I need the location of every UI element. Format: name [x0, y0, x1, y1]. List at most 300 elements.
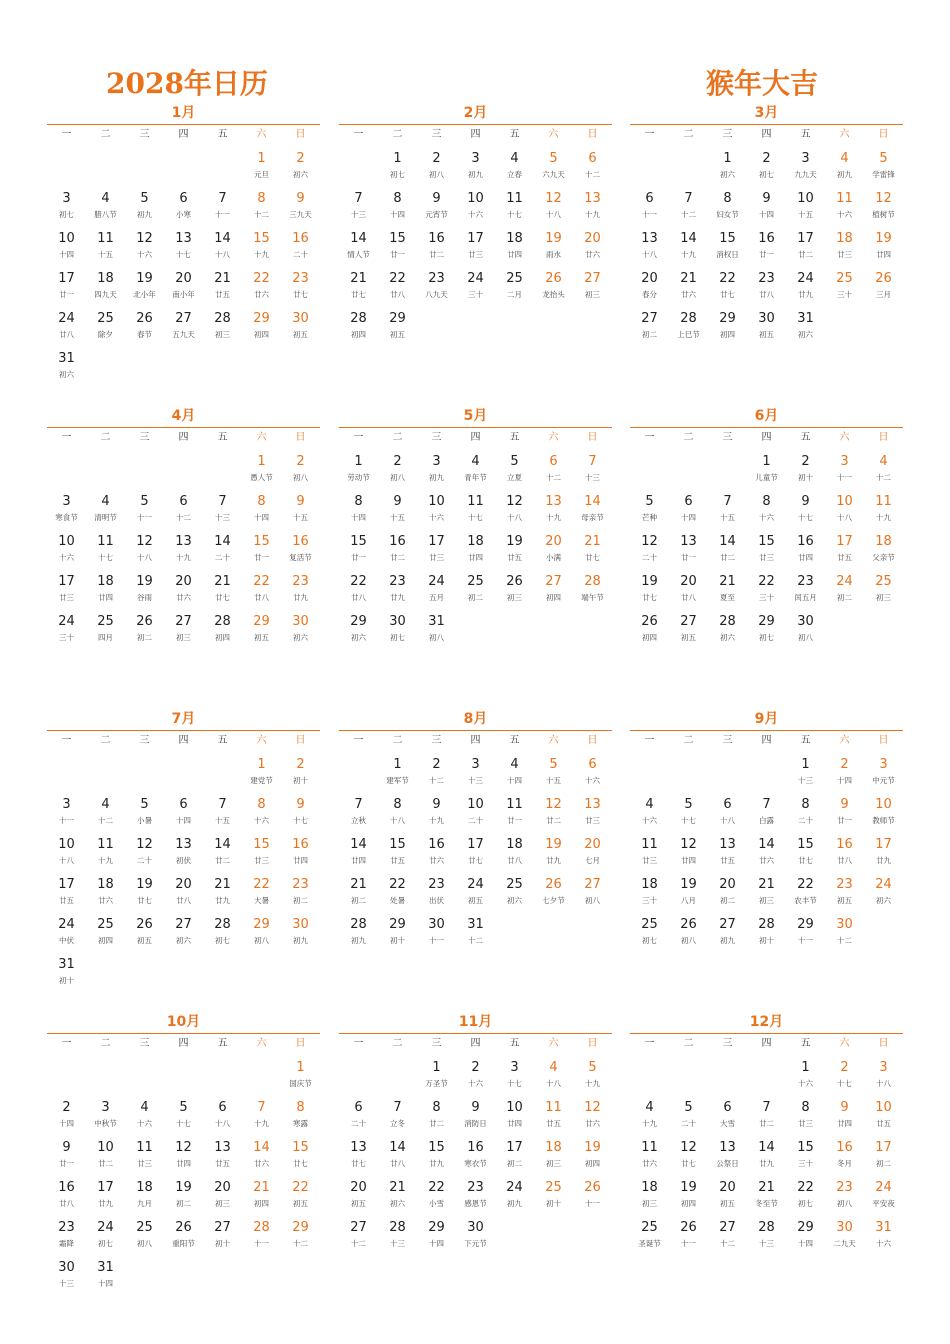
lunar-label: 初二 — [351, 896, 366, 905]
day-cell — [456, 573, 495, 613]
day-number: 20 — [719, 1180, 736, 1195]
lunar-label: 十一 — [59, 816, 74, 825]
lunar-label: 十九 — [429, 816, 444, 825]
day-cell — [630, 310, 669, 350]
day-cell — [47, 573, 86, 613]
lunar-label: 平安夜 — [872, 1199, 895, 1208]
month-name: 5月 — [463, 408, 488, 424]
day-number: 24 — [506, 1180, 523, 1195]
lunar-label: 十二 — [720, 1239, 735, 1248]
month-1 — [47, 104, 320, 394]
day-cell — [534, 876, 573, 916]
day-cell — [825, 150, 864, 190]
day-cell — [708, 1099, 747, 1139]
lunar-label: 初二 — [293, 896, 308, 905]
day-number: 5 — [549, 757, 558, 772]
month-name: 4月 — [171, 408, 196, 424]
weekday-header: 一 — [61, 735, 72, 746]
lunar-label: 十九 — [585, 1079, 600, 1088]
day-number: 8 — [354, 494, 363, 509]
day-number: 31 — [97, 1260, 114, 1275]
day-number: 21 — [389, 1180, 406, 1195]
day-cell — [630, 1099, 669, 1139]
day-number: 3 — [62, 494, 71, 509]
day-cell — [86, 310, 125, 350]
day-cell — [534, 230, 573, 270]
day-number: 6 — [645, 191, 654, 206]
weekday-header: 三 — [431, 129, 442, 140]
day-number: 16 — [836, 1140, 853, 1155]
day-cell — [339, 533, 378, 573]
weekday-header: 二 — [392, 1038, 403, 1049]
lunar-label: 廿七 — [642, 593, 657, 602]
month-divider — [339, 1033, 612, 1034]
day-number: 8 — [432, 1100, 441, 1115]
day-cell — [339, 270, 378, 310]
lunar-label: 初七 — [390, 633, 405, 642]
day-cell — [864, 230, 903, 270]
day-cell — [669, 190, 708, 230]
day-number: 7 — [684, 191, 693, 206]
day-number: 2 — [62, 1100, 71, 1115]
day-number: 20 — [350, 1180, 367, 1195]
day-cell — [86, 796, 125, 836]
day-number: 23 — [389, 574, 406, 589]
day-number: 19 — [875, 231, 892, 246]
lunar-label: 廿七 — [798, 856, 813, 865]
day-number: 4 — [645, 797, 654, 812]
day-cell — [125, 493, 164, 533]
day-cell — [630, 190, 669, 230]
day-number: 15 — [797, 1140, 814, 1155]
day-cell — [417, 613, 456, 653]
day-number: 15 — [719, 231, 736, 246]
day-number: 13 — [719, 837, 736, 852]
lunar-label: 初六 — [59, 370, 74, 379]
day-number: 12 — [641, 534, 658, 549]
lunar-label: 消权日 — [716, 250, 739, 259]
lunar-label: 十四 — [59, 250, 74, 259]
day-cell — [669, 613, 708, 653]
day-cell — [164, 230, 203, 270]
lunar-label: 十二 — [876, 473, 891, 482]
lunar-label: 廿六 — [254, 290, 269, 299]
day-cell — [786, 1099, 825, 1139]
lunar-label: 初三 — [585, 290, 600, 299]
lunar-label: 十七 — [798, 513, 813, 522]
lunar-label: 十六 — [468, 1079, 483, 1088]
lunar-label: 初五 — [254, 633, 269, 642]
weekday-header: 六 — [839, 1038, 850, 1049]
day-cell — [825, 1139, 864, 1179]
day-cell — [242, 756, 281, 796]
weekday-header: 一 — [61, 432, 72, 443]
lunar-label: 三十 — [798, 1159, 813, 1168]
day-number: 7 — [393, 1100, 402, 1115]
day-number: 28 — [719, 614, 736, 629]
day-number: 28 — [214, 917, 231, 932]
day-number: 27 — [175, 917, 192, 932]
day-number: 12 — [875, 191, 892, 206]
month-divider — [47, 1033, 320, 1034]
lunar-label: 十八 — [720, 816, 735, 825]
day-number: 30 — [292, 917, 309, 932]
day-number: 9 — [840, 797, 849, 812]
day-cell — [708, 150, 747, 190]
day-number: 10 — [506, 1100, 523, 1115]
day-number: 3 — [471, 151, 480, 166]
day-cell — [747, 1179, 786, 1219]
day-number: 17 — [58, 574, 75, 589]
day-cell — [47, 876, 86, 916]
day-cell — [495, 230, 534, 270]
day-number: 27 — [214, 1220, 231, 1235]
day-cell — [417, 270, 456, 310]
lunar-label: 十四 — [429, 1239, 444, 1248]
day-number: 8 — [257, 191, 266, 206]
lunar-label: 廿五 — [215, 290, 230, 299]
page-title: 2028年日历 — [106, 67, 268, 100]
day-number: 26 — [136, 614, 153, 629]
lunar-label: 廿八 — [390, 1159, 405, 1168]
day-number: 2 — [801, 454, 810, 469]
day-cell — [534, 1139, 573, 1179]
weekday-header: 六 — [839, 432, 850, 443]
day-number: 26 — [680, 1220, 697, 1235]
lunar-label: 十三 — [390, 1239, 405, 1248]
day-cell — [281, 613, 320, 653]
day-number: 13 — [350, 1140, 367, 1155]
day-cell — [825, 493, 864, 533]
day-cell — [417, 836, 456, 876]
day-cell — [281, 533, 320, 573]
weekday-header: 二 — [392, 432, 403, 443]
lunar-label: 芒种 — [642, 513, 657, 522]
day-number: 22 — [253, 271, 270, 286]
day-number: 6 — [588, 151, 597, 166]
day-cell — [339, 190, 378, 230]
day-cell — [378, 613, 417, 653]
day-cell — [242, 310, 281, 350]
day-number: 7 — [218, 191, 227, 206]
day-cell — [495, 150, 534, 190]
lunar-label: 十五 — [215, 816, 230, 825]
lunar-label: 公祭日 — [716, 1159, 739, 1168]
day-cell — [708, 310, 747, 350]
lunar-label: 廿五 — [59, 896, 74, 905]
day-number: 3 — [879, 1060, 888, 1075]
day-cell — [417, 150, 456, 190]
lunar-label: 初四 — [215, 633, 230, 642]
day-number: 21 — [758, 1180, 775, 1195]
lunar-label: 廿七 — [585, 553, 600, 562]
lunar-label: 廿四 — [507, 250, 522, 259]
weekday-header: 四 — [470, 735, 481, 746]
day-number: 23 — [428, 877, 445, 892]
day-number: 15 — [350, 534, 367, 549]
weekday-header: 五 — [217, 129, 228, 140]
lunar-label: 廿一 — [59, 290, 74, 299]
day-number: 11 — [136, 1140, 153, 1155]
day-number: 11 — [97, 837, 114, 852]
day-cell — [281, 876, 320, 916]
lunar-label: 十三 — [585, 473, 600, 482]
day-number: 14 — [214, 534, 231, 549]
day-number: 18 — [467, 534, 484, 549]
lunar-label: 十二 — [468, 936, 483, 945]
day-number: 8 — [762, 494, 771, 509]
day-cell — [47, 796, 86, 836]
day-number: 9 — [471, 1100, 480, 1115]
weekday-header: 日 — [878, 735, 889, 746]
month-3 — [630, 104, 903, 394]
day-cell — [378, 533, 417, 573]
lunar-label: 初七 — [59, 210, 74, 219]
day-number: 11 — [875, 494, 892, 509]
lunar-label: 廿八 — [59, 1199, 74, 1208]
weekday-header: 三 — [431, 1038, 442, 1049]
day-number: 25 — [641, 1220, 658, 1235]
lunar-label: 春节 — [137, 330, 152, 339]
day-number: 10 — [58, 837, 75, 852]
weekday-header: 日 — [878, 1038, 889, 1049]
weekday-header: 五 — [800, 129, 811, 140]
day-number: 24 — [97, 1220, 114, 1235]
lunar-label: 十四 — [390, 210, 405, 219]
day-cell — [456, 533, 495, 573]
day-number: 27 — [719, 917, 736, 932]
day-cell — [281, 150, 320, 190]
day-number: 24 — [467, 271, 484, 286]
day-number: 23 — [428, 271, 445, 286]
day-number: 2 — [840, 1060, 849, 1075]
day-number: 4 — [101, 797, 110, 812]
lunar-label: 十八 — [390, 816, 405, 825]
day-cell — [708, 1179, 747, 1219]
day-number: 8 — [723, 191, 732, 206]
day-cell — [864, 453, 903, 493]
day-cell — [747, 1219, 786, 1259]
lunar-label: 初十 — [293, 776, 308, 785]
lunar-label: 十二 — [546, 473, 561, 482]
lunar-label: 初七 — [642, 936, 657, 945]
day-cell — [339, 876, 378, 916]
day-number: 30 — [836, 917, 853, 932]
day-cell — [242, 1139, 281, 1179]
day-cell — [242, 573, 281, 613]
lunar-label: 十一 — [215, 210, 230, 219]
day-number: 9 — [393, 494, 402, 509]
day-number: 26 — [136, 311, 153, 326]
day-number: 10 — [875, 797, 892, 812]
lunar-label: 初九 — [507, 1199, 522, 1208]
day-cell — [125, 876, 164, 916]
day-cell — [417, 876, 456, 916]
lunar-label: 立春 — [507, 170, 522, 179]
lunar-label: 廿八 — [351, 593, 366, 602]
day-number: 21 — [214, 574, 231, 589]
lunar-label: 九月 — [137, 1199, 152, 1208]
day-number: 19 — [175, 1180, 192, 1195]
day-number: 11 — [506, 797, 523, 812]
day-cell — [456, 1099, 495, 1139]
day-number: 13 — [680, 534, 697, 549]
lunar-label: 十六 — [759, 513, 774, 522]
lunar-label: 初五 — [351, 1199, 366, 1208]
lunar-label: 初九 — [837, 170, 852, 179]
day-cell — [786, 796, 825, 836]
weekday-header: 四 — [470, 432, 481, 443]
lunar-label: 十七 — [468, 513, 483, 522]
day-cell — [747, 1139, 786, 1179]
lunar-label: 初四 — [585, 1159, 600, 1168]
lunar-label: 十五 — [293, 513, 308, 522]
weekday-header: 六 — [548, 735, 559, 746]
day-number: 27 — [545, 574, 562, 589]
lunar-label: 十三 — [798, 776, 813, 785]
day-number: 14 — [214, 837, 231, 852]
lunar-label: 雨水 — [546, 250, 561, 259]
day-cell — [47, 350, 86, 390]
lunar-label: 清明节 — [94, 513, 117, 522]
lunar-label: 十三 — [468, 776, 483, 785]
lunar-label: 十二 — [351, 1239, 366, 1248]
day-cell — [747, 150, 786, 190]
day-number: 25 — [506, 271, 523, 286]
day-number: 1 — [801, 757, 810, 772]
day-number: 24 — [428, 574, 445, 589]
day-number: 3 — [62, 797, 71, 812]
day-number: 17 — [836, 534, 853, 549]
day-cell — [281, 573, 320, 613]
lunar-label: 初六 — [507, 896, 522, 905]
day-number: 11 — [467, 494, 484, 509]
lunar-label: 初六 — [176, 936, 191, 945]
lunar-label: 廿七 — [215, 593, 230, 602]
day-cell — [864, 756, 903, 796]
lunar-label: 廿五 — [390, 856, 405, 865]
lunar-label: 廿七 — [351, 290, 366, 299]
day-number: 10 — [836, 494, 853, 509]
lunar-label: 廿一 — [681, 553, 696, 562]
day-number: 24 — [797, 271, 814, 286]
day-number: 26 — [641, 614, 658, 629]
lunar-label: 十九 — [176, 553, 191, 562]
lunar-label: 十二 — [176, 513, 191, 522]
day-cell — [708, 573, 747, 613]
lunar-label: 初九 — [468, 170, 483, 179]
day-number: 14 — [758, 1140, 775, 1155]
day-number: 5 — [140, 494, 149, 509]
day-cell — [456, 1059, 495, 1099]
day-number: 20 — [584, 231, 601, 246]
day-number: 13 — [175, 837, 192, 852]
weekday-header: 二 — [683, 1038, 694, 1049]
weekday-header: 四 — [470, 1038, 481, 1049]
day-cell — [281, 836, 320, 876]
lunar-label: 学雷锋 — [872, 170, 895, 179]
day-cell — [630, 1179, 669, 1219]
lunar-label: 廿二 — [759, 1119, 774, 1128]
day-number: 11 — [641, 837, 658, 852]
day-number: 25 — [97, 614, 114, 629]
day-cell — [417, 573, 456, 613]
lunar-label: 十五 — [798, 210, 813, 219]
lunar-label: 十四 — [759, 210, 774, 219]
day-cell — [378, 310, 417, 350]
day-number: 2 — [296, 454, 305, 469]
lunar-label: 十一 — [837, 473, 852, 482]
lunar-label: 初八 — [254, 936, 269, 945]
day-cell — [242, 1179, 281, 1219]
day-cell — [417, 1139, 456, 1179]
month-divider — [630, 730, 903, 731]
lunar-label: 廿八 — [176, 896, 191, 905]
weekday-header: 日 — [295, 129, 306, 140]
lunar-label: 廿四 — [507, 1119, 522, 1128]
day-number: 4 — [471, 454, 480, 469]
lunar-label: 五月 — [429, 593, 444, 602]
day-cell — [281, 453, 320, 493]
lunar-label: 初九 — [351, 936, 366, 945]
lunar-label: 廿九 — [798, 290, 813, 299]
day-cell — [281, 1219, 320, 1259]
day-number: 28 — [214, 614, 231, 629]
lunar-label: 廿九 — [293, 593, 308, 602]
day-cell — [495, 876, 534, 916]
day-cell — [786, 876, 825, 916]
weekday-header: 日 — [587, 129, 598, 140]
day-number: 9 — [762, 191, 771, 206]
day-number: 21 — [214, 877, 231, 892]
lunar-label: 廿一 — [390, 250, 405, 259]
month-name: 11月 — [458, 1014, 493, 1030]
day-cell — [534, 533, 573, 573]
month-name: 1月 — [171, 105, 196, 121]
day-number: 16 — [292, 534, 309, 549]
day-number: 20 — [641, 271, 658, 286]
lunar-label: 初六 — [720, 170, 735, 179]
day-number: 23 — [836, 1180, 853, 1195]
day-cell — [630, 573, 669, 613]
day-cell — [281, 493, 320, 533]
day-cell — [339, 493, 378, 533]
day-number: 4 — [510, 757, 519, 772]
lunar-label: 四月 — [98, 633, 113, 642]
day-number: 6 — [588, 757, 597, 772]
day-number: 31 — [875, 1220, 892, 1235]
lunar-label: 廿六 — [759, 856, 774, 865]
day-number: 14 — [214, 231, 231, 246]
day-number: 3 — [62, 191, 71, 206]
month-divider — [630, 124, 903, 125]
lunar-label: 十二 — [293, 1239, 308, 1248]
day-number: 19 — [136, 574, 153, 589]
lunar-label: 初八 — [429, 633, 444, 642]
lunar-label: 初二 — [876, 1159, 891, 1168]
lunar-label: 寒露 — [293, 1119, 308, 1128]
lunar-label: 初四 — [254, 1199, 269, 1208]
day-number: 18 — [875, 534, 892, 549]
lunar-label: 十一 — [429, 936, 444, 945]
day-cell — [495, 573, 534, 613]
day-number: 11 — [545, 1100, 562, 1115]
lunar-label: 初七 — [390, 170, 405, 179]
day-number: 19 — [545, 837, 562, 852]
day-number: 24 — [58, 917, 75, 932]
day-cell — [456, 493, 495, 533]
lunar-label: 十九 — [254, 250, 269, 259]
